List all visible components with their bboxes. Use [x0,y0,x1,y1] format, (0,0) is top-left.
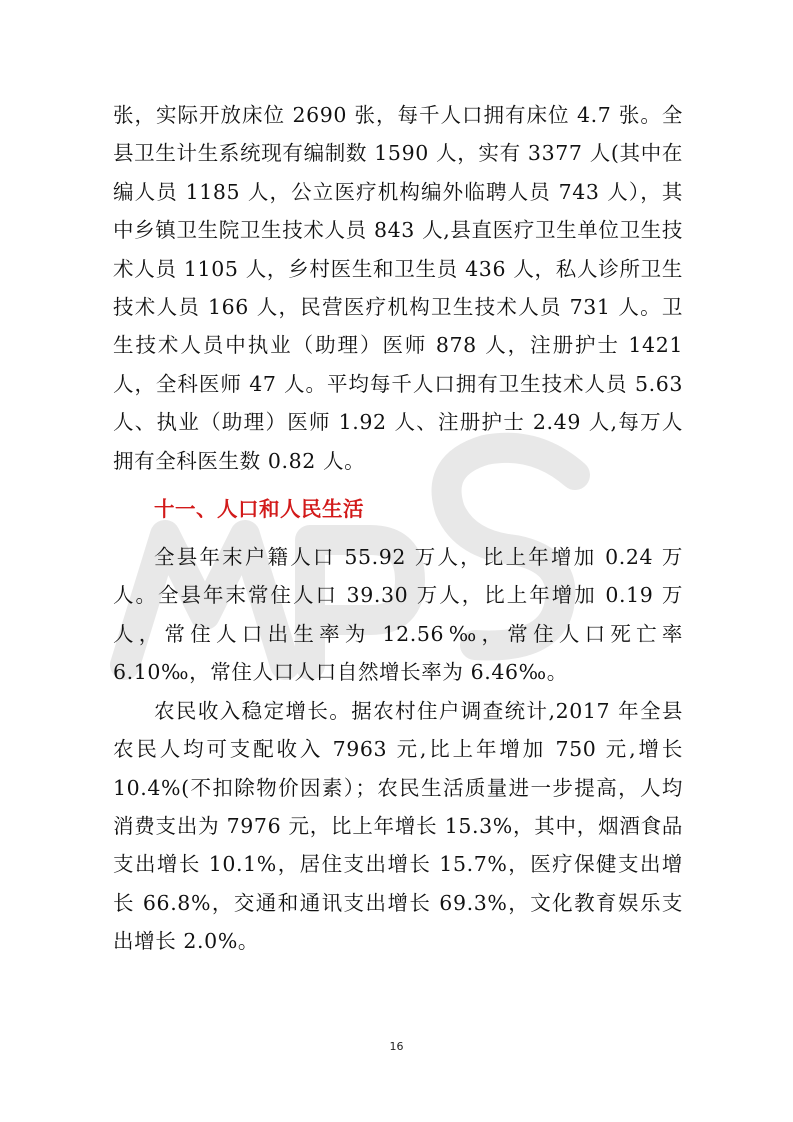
section-heading: 十一、人口和人民生活 [154,497,364,522]
paragraph-population: 全县年末户籍人口 55.92 万人，比上年增加 0.24 万人。全县年末常住人口 39.30 万人，比上年增加 0.19 万人，常住人口出生率为 12.56‰，常住人口死亡率 6.10‰，常住人口人口自然增长率为 6.46‰。 [113,545,683,685]
paragraph-health-statistics: 张，实际开放床位 2690 张，每千人口拥有床位 4.7 张。全县卫生计生系统现有编制数 1590 人，实有 3377 人(其中在编人员 1185 人，公立医疗机构编外临聘人员 743 人），其中乡镇卫生院卫生技术人员 843 人,县直医疗卫生单位卫生技术人员 1105 人，乡村医生和卫生员 436 人，私人诊所卫生技术人员 166 人，民营医疗机构卫生技术人员 731 人。卫生技术人员中执业（助理）医师 878 人，注册护士 1421 人，全科医师 47 人。平均每千人口拥有卫生技术人员 5.63 人、执业（助理）医师 1.92 人、注册护士 2.49 人,每万人拥有全科医生数 0.82 人。 [113,103,683,473]
page-number: 16 [389,1040,404,1053]
paragraph-farmer-income: 农民收入稳定增长。据农村住户调查统计,2017 年全县农民人均可支配收入 7963 元,比上年增加 750 元,增长 10.4%(不扣除物价因素）；农民生活质量进一步提高，人均消费支出为 7976 元，比上年增长 15.3%，其中，烟酒食品支出增长 10.1%，居住支出增长 15.7%，医疗保健支出增长 66.8%，交通和通讯支出增长 69.3%，文化教育娱乐支出增长 2.0%。 [113,698,683,954]
document-body [113,96,683,961]
